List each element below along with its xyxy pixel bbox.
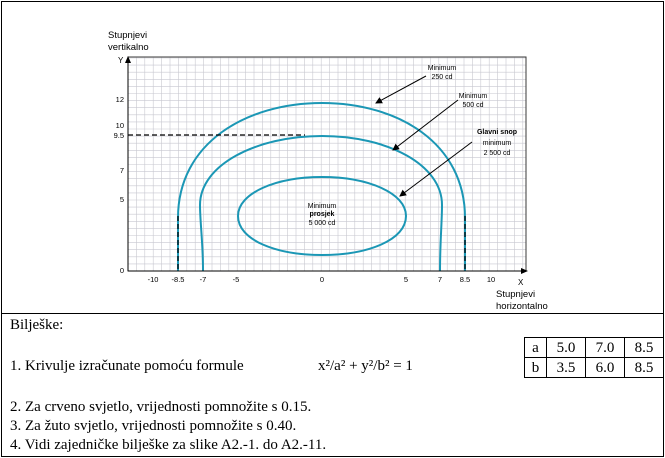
table-cell: 5.0 — [547, 338, 586, 358]
label-center-2: prosjek — [309, 211, 335, 218]
note-2: 2. Za crveno svjetlo, vrijednosti pomnožite s 0.15. — [10, 399, 312, 415]
y-tick: 0 — [119, 266, 124, 275]
y-tick: 5 — [119, 195, 124, 204]
x-tick: -5 — [232, 275, 240, 284]
table-cell: 7.0 — [586, 338, 625, 358]
label-inner-3: 2 500 cd — [483, 150, 511, 157]
x-tick: 10 — [486, 275, 496, 284]
x-tick: 8.5 — [459, 275, 471, 284]
table-row — [525, 358, 664, 378]
notes-title: Bilješke: — [10, 317, 64, 333]
y-axis-title-2: vertikalno — [108, 42, 149, 53]
y-tick: 9.5 — [113, 131, 124, 140]
leader-outer — [376, 76, 426, 103]
label-inner-1: Glavni snop — [476, 129, 518, 136]
table-cell: 8.5 — [625, 338, 664, 358]
y-tick: 10 — [115, 121, 124, 130]
x-tick: 5 — [403, 275, 409, 284]
table-cell: 6.0 — [586, 358, 625, 378]
note-1: 1. Krivulje izračunate pomoću formule — [10, 358, 244, 374]
ellipse-parameters-table — [524, 337, 664, 378]
x-axis-title-2: horizontalno — [496, 301, 548, 312]
row-label-b: b — [525, 358, 547, 378]
label-outer-2: 250 cd — [431, 74, 453, 81]
table-cell: 3.5 — [547, 358, 586, 378]
x-axis-title-1: Stupnjevi — [496, 289, 536, 300]
note-3: 3. Za žuto svjetlo, vrijednosti pomnožite s 0.40. — [10, 418, 297, 434]
y-axis-letter: Y — [118, 56, 124, 65]
table-row — [525, 338, 664, 358]
section-divider — [1, 313, 664, 314]
y-tick: 7 — [119, 166, 124, 175]
grid — [128, 57, 526, 271]
label-center-3: 5 000 cd — [308, 220, 336, 227]
label-center-1: Minimum — [307, 203, 337, 210]
x-tick: -10 — [147, 275, 159, 284]
y-tick: 12 — [115, 95, 124, 104]
plot-border — [128, 57, 526, 271]
note-4: 4. Vidi zajedničke bilješke za slike A2.-1. do A2.-11. — [10, 437, 327, 453]
table-cell: 8.5 — [625, 358, 664, 378]
x-tick: -8.5 — [171, 275, 185, 284]
label-inner-2: minimum — [482, 140, 512, 147]
formula: x²/a² + y²/b² = 1 — [318, 358, 413, 374]
x-tick: 0 — [319, 275, 325, 284]
label-middle-1: Minimum — [458, 93, 488, 100]
row-label-a: a — [525, 338, 547, 358]
x-axis-arrow — [521, 268, 528, 274]
label-outer-1: Minimum — [427, 65, 457, 72]
x-axis-letter: X — [518, 278, 524, 287]
x-tick: -7 — [199, 275, 207, 284]
x-tick: 7 — [437, 275, 443, 284]
y-axis-title-1: Stupnjevi — [108, 30, 148, 41]
label-middle-2: 500 cd — [462, 102, 484, 109]
